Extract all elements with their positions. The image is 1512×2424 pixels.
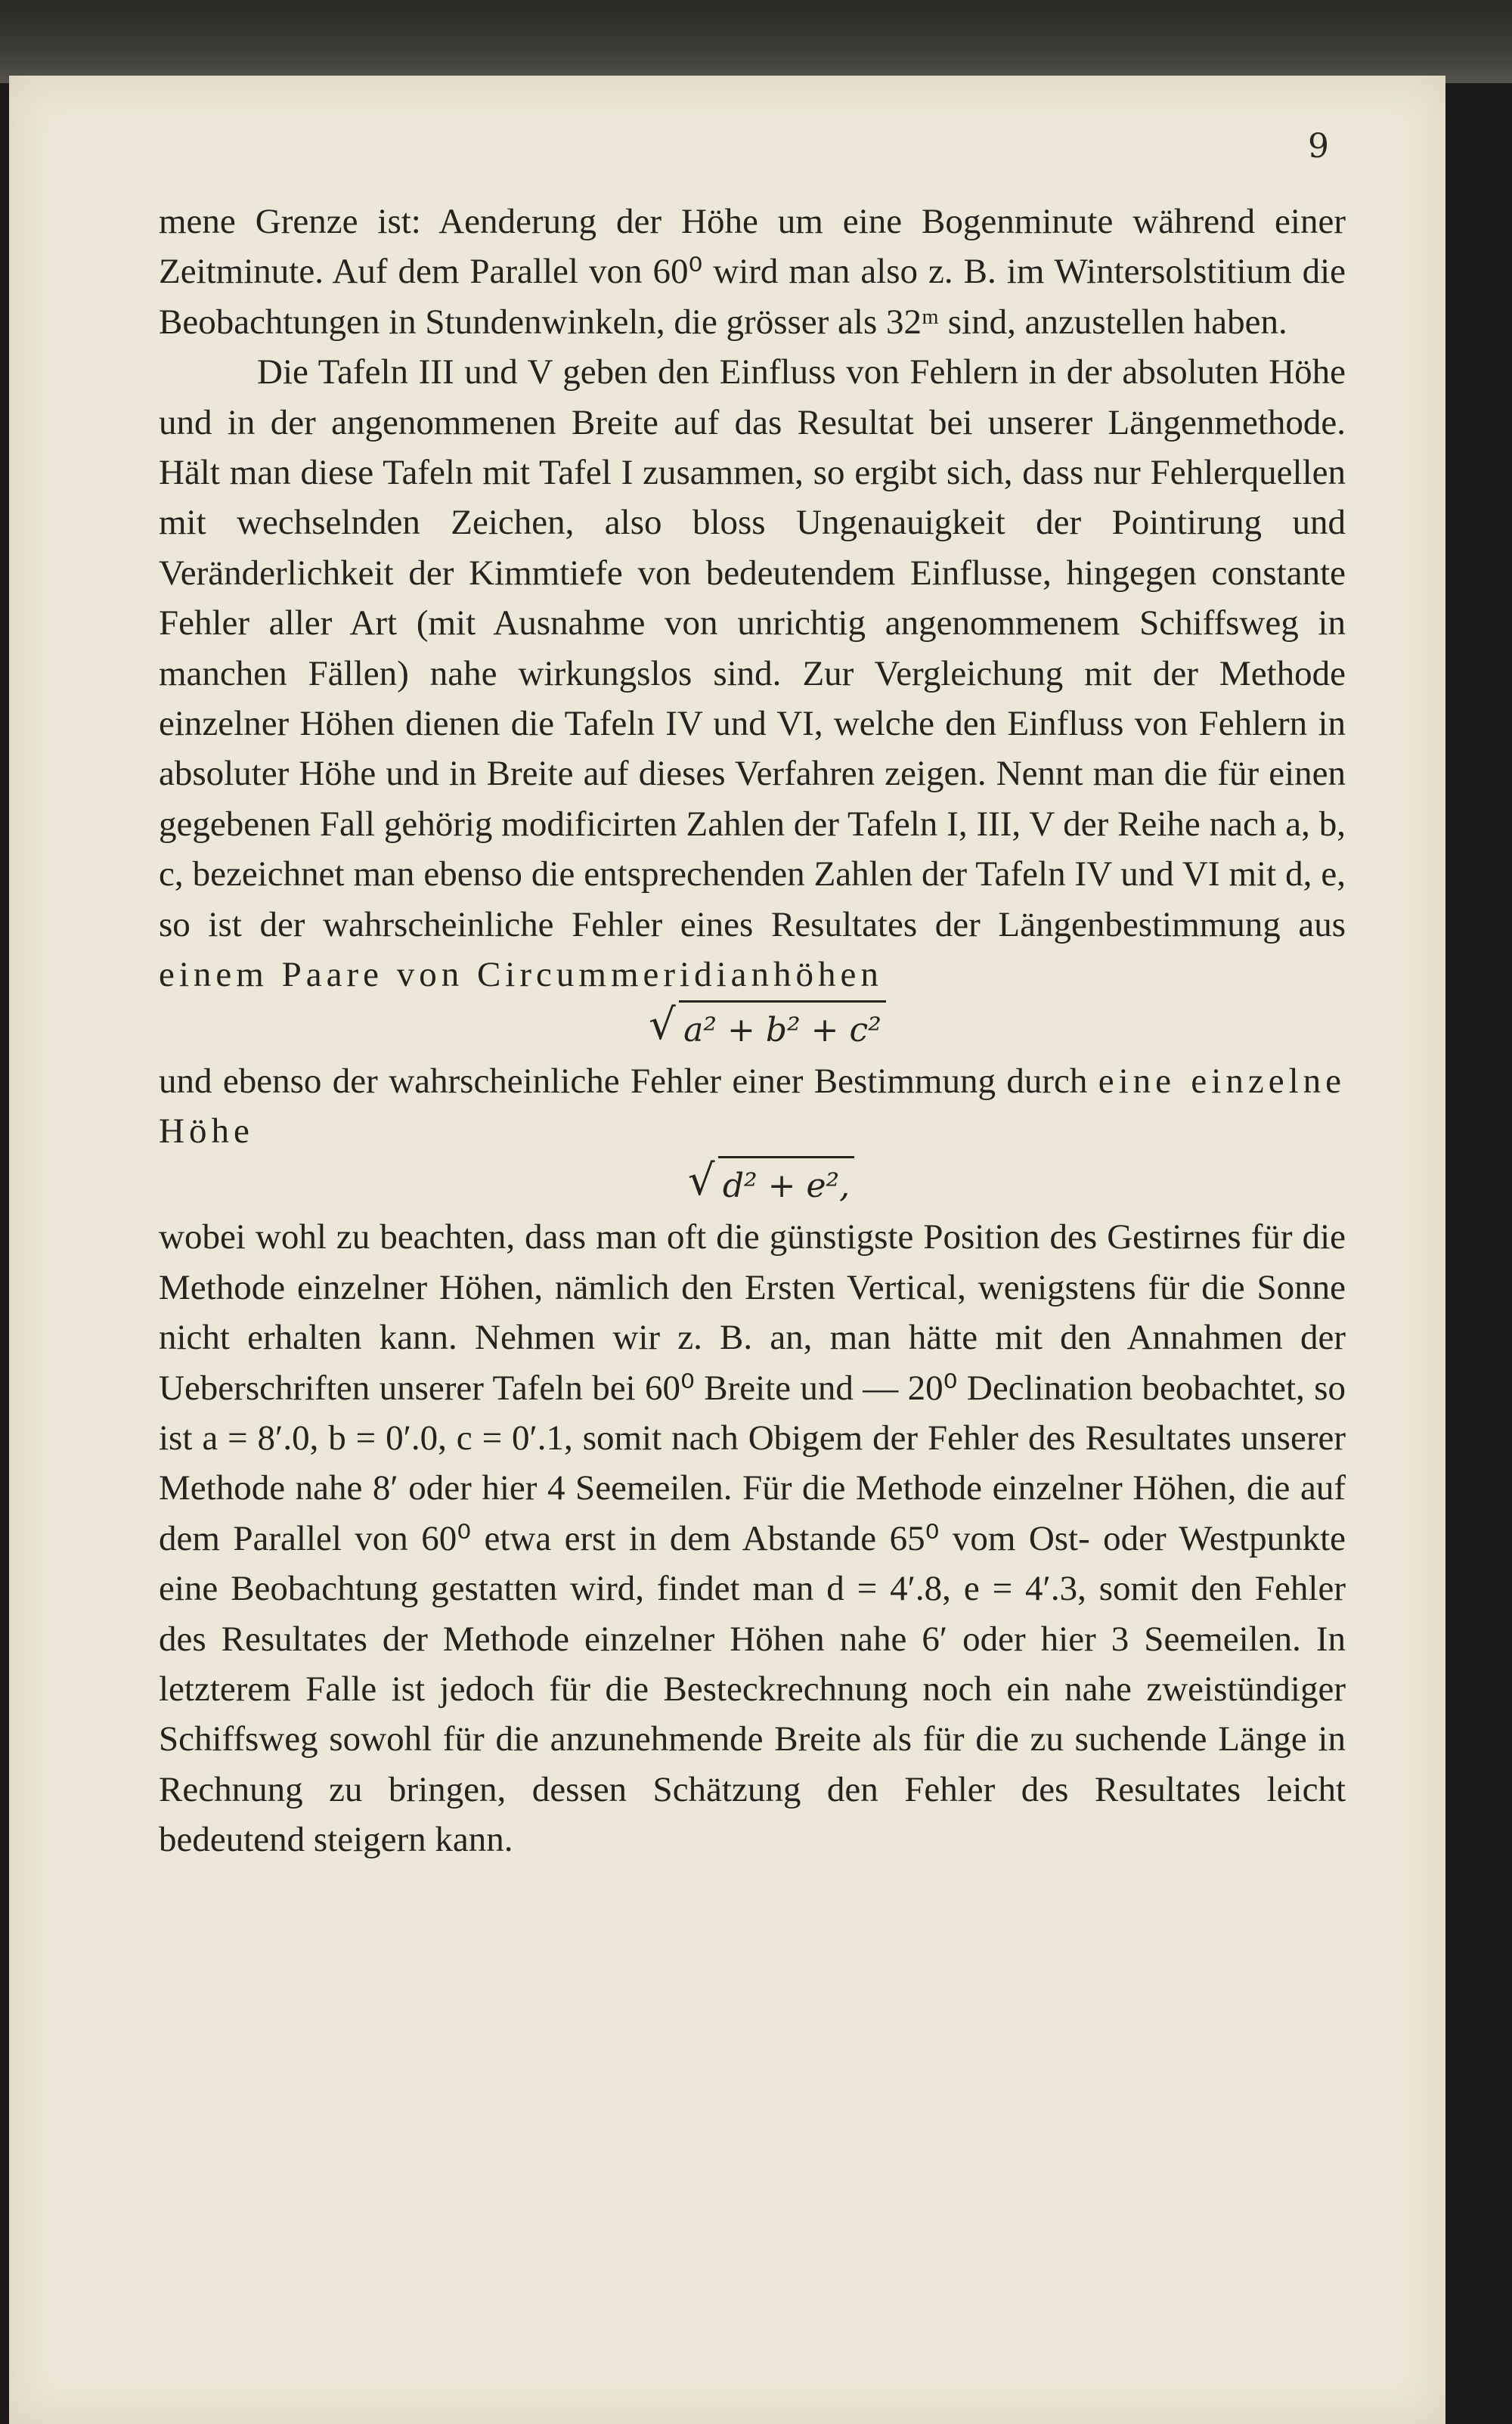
paragraph-2-spaced-text: einem Paare von Circummeridianhöhen	[159, 955, 883, 995]
paragraph-3-text: und ebenso der wahrscheinliche Fehler einer Bestimmung durch	[159, 1061, 1088, 1101]
page-number: 9	[1308, 127, 1329, 166]
book-edge	[0, 0, 1512, 83]
paragraph-1: mene Grenze ist: Aenderung der Höhe um eine Bogenminute während einer Zeitminute. Auf dem Parallel von 60⁰ wird man also z. B. im Wintersolstitium die Beobachtungen in Stundenwinkeln, die grösser als 32ᵐ sind, anzustellen haben.	[159, 202, 1346, 342]
radical-sign	[649, 1000, 886, 1059]
paragraph-3	[159, 1056, 1346, 1157]
body-text	[159, 197, 1346, 1865]
formula-sqrt-abc	[159, 1000, 1346, 1056]
paragraph-2	[159, 347, 1346, 1000]
radical-sign	[688, 1156, 854, 1214]
paragraph-2-text: Die Tafeln III und V geben den Einfluss von Fehlern in der absoluten Höhe und in der angenommenen Breite auf das Resultat bei unserer Längenmethode. Hält man diese Tafeln mit Tafel I zusammen, so ergibt sich, dass nur Fehlerquellen mit wechselnden Zeichen, also bloss Ungenauigkeit der Pointirung und Veränderlichkeit der Kimmtiefe von bedeutendem Einflusse, hingegen constante Fehler aller Art (mit Ausnahme von unrichtig angenommenem Schiffsweg in manchen Fällen) nahe wirkungslos sind. Zur Vergleichung mit der Methode einzelner Höhen dienen die Tafeln IV und VI, welche den Einfluss von Fehlern in absoluter Höhe und in Breite auf dieses Verfahren zeigen. Nennt man die für einen gegebenen Fall gehörig modificirten Zahlen der Tafeln I, III, V der Reihe nach a, b, c, bezeichnet man ebenso die entsprechenden Zahlen der Tafeln IV und VI mit d, e, so ist der wahrscheinliche Fehler eines Resultates der Längenbestimmung aus	[159, 352, 1346, 944]
paragraph-4: wobei wohl zu beachten, dass man oft die günstigste Position des Gestirnes für die Methode einzelner Höhen, nämlich den Ersten Vertical, wenigstens für die Sonne nicht erhalten kann. Nehmen wir z. B. an, man hätte mit den Annahmen der Ueberschriften unserer Tafeln bei 60⁰ Breite und — 20⁰ Declination beobachtet, so ist a = 8′.0, b = 0′.0, c = 0′.1, somit nach Obigem der Fehler des Resultates unserer Methode nahe 8′ oder hier 4 Seemeilen. Für die Methode einzelner Höhen, die auf dem Parallel von 60⁰ etwa erst in dem Abstande 65⁰ vom Ost- oder Westpunkte eine Beobachtung gestatten wird, findet man d = 4′.8, e = 4′.3, somit den Fehler des Resultates der Methode einzelner Höhen nahe 6′ oder hier 3 Seemeilen. In letzterem Falle ist jedoch für die Besteckrechnung noch ein nahe zweistündiger Schiffsweg sowohl für die anzunehmende Breite als für die zu suchende Länge in Rechnung zu bringen, dessen Schätzung den Fehler des Resultates leicht bedeutend steigern kann.	[159, 1217, 1346, 1860]
formula-sqrt-de	[159, 1156, 1346, 1212]
formula-1-body: a² + b² + c²	[679, 1000, 886, 1059]
formula-2-body: d² + e²,	[718, 1156, 854, 1214]
paragraph-3-spaced-text: eine einzelne Höhe	[159, 1061, 1346, 1151]
